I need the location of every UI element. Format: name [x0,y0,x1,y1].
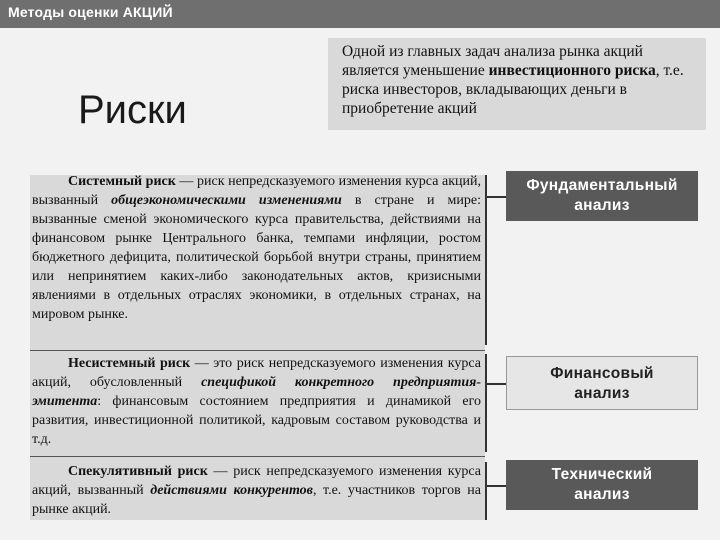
financial-analysis-line1: Финансовый [550,365,654,382]
intro-highlight: инвестиционного риска [488,62,656,79]
page-title: Риски [78,88,187,132]
connector-line-1 [485,175,487,345]
fundamental-analysis-line1: Фундаментальный [526,177,678,194]
technical-analysis-line2: анализ [574,486,630,503]
financial-analysis-line2: анализ [574,385,630,402]
systemic-risk-text-1: — риск непредсказуемого изменения курса акций, вызванный [32,174,481,208]
connector-arrow-1 [485,196,506,198]
systemic-risk-block [30,172,485,324]
connector-arrow-2 [485,383,506,385]
separator-2 [30,456,485,457]
nonsystemic-risk-text-2: : финансовым состоянием предприятия и динамикой его развития, инвестиционной политикой, кадровым составом руководства и т.д. [32,394,481,447]
systemic-risk-text-2: в стране и мире: вызванные сменой экономического курса правительства, действиями на финансовом рынке Центрального банка, темпами инфляции, ростом бюджетного дефицита, политической борьбой внутри страны, принятием или непринятием каких-либо законодательных актов, кризисными явлениями в отдельных отраслях экономики, в отдельных странах, на мировом рынке. [32,193,481,322]
speculative-risk-emphasis: действиями конкурентов [150,483,313,498]
connector-line-2 [485,354,487,452]
technical-analysis-box [506,460,698,510]
nonsystemic-risk-term: Несистемный риск [68,356,191,371]
technical-analysis-line1: Технический [551,466,653,483]
separator-1 [30,350,485,351]
connector-arrow-3 [485,485,506,487]
intro-box [328,38,706,130]
header-title: Методы оценки АКЦИЙ [8,4,173,20]
nonsystemic-risk-text-1: — это риск непредсказуемого изменения курса акций, обусловленный [32,356,481,390]
systemic-risk-emphasis: общеэкономическими изменениями [111,193,342,208]
intro-text-1: Одной из главных задач анализа рынка акций является уменьшение [342,43,643,79]
financial-analysis-box [506,356,698,410]
header-bar [0,0,720,28]
intro-text-2: , т.е. риска инвесторов, вкладывающих деньги в приобретение акций [342,62,684,117]
speculative-risk-block [30,462,485,519]
speculative-risk-term: Спекулятивный риск [68,464,208,479]
systemic-risk-term: Системный риск [68,174,176,189]
fundamental-analysis-line2: анализ [574,197,630,214]
connector-line-3 [485,462,487,520]
speculative-risk-text-1: — риск непредсказуемого изменения курса акций, вызванный [32,464,481,498]
speculative-risk-text-2: , т.е. участников торгов на рынке акций. [32,483,481,517]
nonsystemic-risk-block [30,354,485,449]
fundamental-analysis-box [506,171,698,221]
nonsystemic-risk-emphasis: спецификой конкретного предприятия-эмитента [32,375,481,409]
